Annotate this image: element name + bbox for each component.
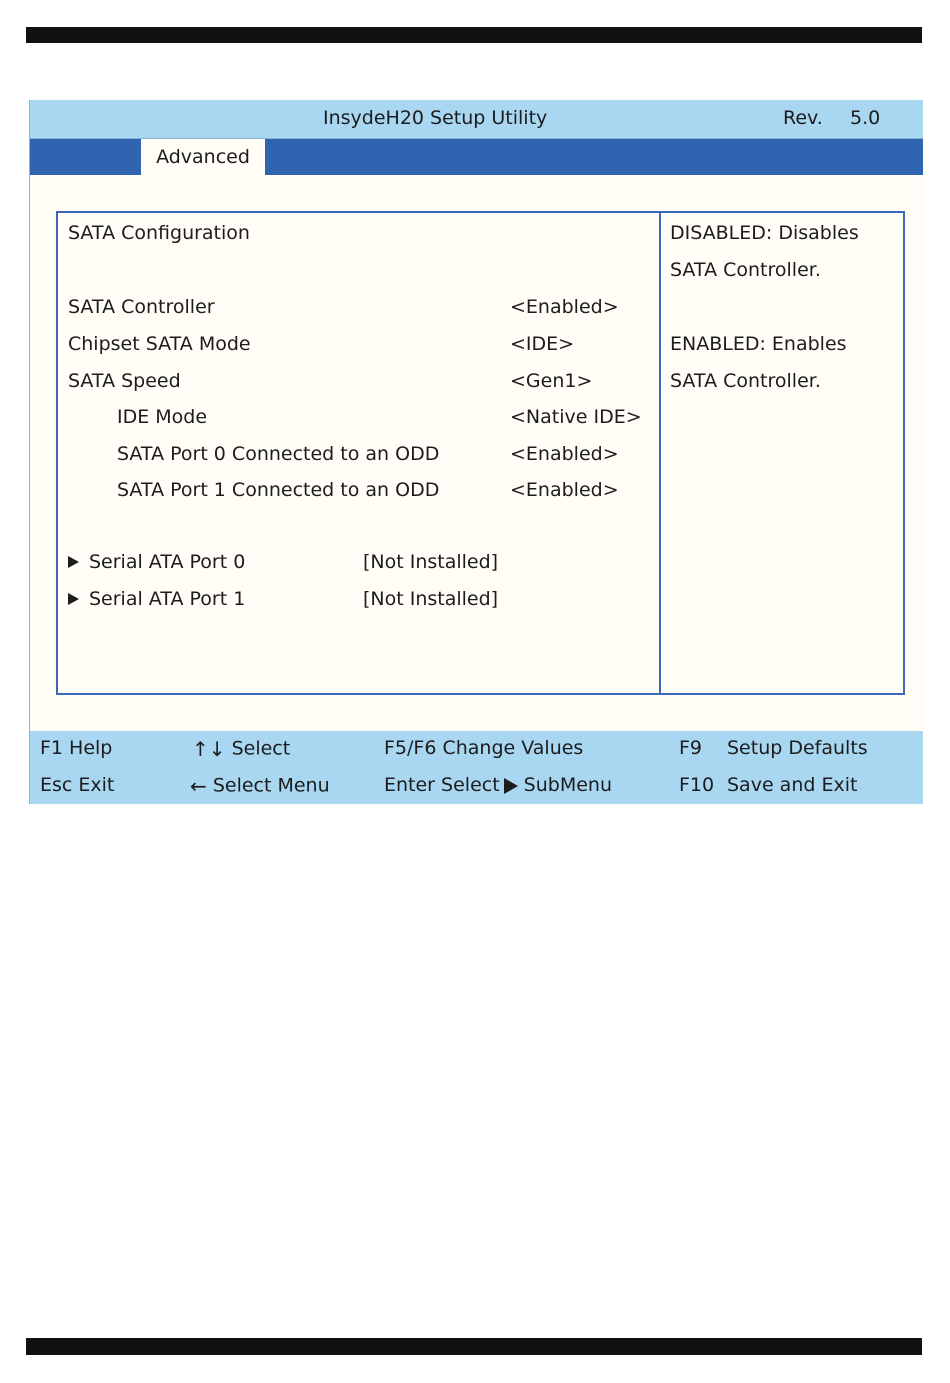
key-select xyxy=(192,737,290,761)
key-enter-submenu xyxy=(384,774,612,796)
help-text-line: SATA Controller. xyxy=(670,259,821,281)
submenu-label: Serial ATA Port 1 xyxy=(89,588,246,610)
submenu-status-port0: [Not Installed] xyxy=(363,551,499,573)
submenu-play-icon xyxy=(504,778,518,794)
setting-label-sata-controller[interactable]: SATA Controller xyxy=(68,296,215,318)
setting-label-sata-port1-odd[interactable]: SATA Port 1 Connected to an ODD xyxy=(117,479,440,501)
key-f10: F10 xyxy=(679,774,715,796)
settings-panel xyxy=(56,211,905,695)
setting-value-sata-port0-odd[interactable]: <Enabled> xyxy=(510,443,619,465)
submenu-arrow-icon xyxy=(68,593,79,605)
submenu-label: Serial ATA Port 0 xyxy=(89,551,246,573)
setting-label-sata-speed[interactable]: SATA Speed xyxy=(68,370,181,392)
key-f9: F9 xyxy=(679,737,703,759)
page-bottom-rule xyxy=(26,1338,922,1355)
key-f10-save-exit: Save and Exit xyxy=(727,774,858,796)
submenu-arrow-icon xyxy=(68,556,79,568)
setting-value-sata-speed[interactable]: <Gen1> xyxy=(510,370,593,392)
help-text-line: DISABLED: Disables xyxy=(670,222,859,244)
key-f9-setup-defaults: Setup Defaults xyxy=(727,737,868,759)
bios-setup-screen xyxy=(29,100,923,804)
tab-advanced[interactable]: Advanced xyxy=(141,139,265,175)
arrow-down-icon: ↓ xyxy=(208,737,226,761)
setting-label-chipset-sata-mode[interactable]: Chipset SATA Mode xyxy=(68,333,251,355)
setting-label-ide-mode[interactable]: IDE Mode xyxy=(117,406,208,428)
key-legend-bar xyxy=(30,731,923,804)
key-select-menu xyxy=(190,774,330,798)
key-select-label: Select xyxy=(231,737,291,760)
help-text-line: ENABLED: Enables xyxy=(670,333,847,355)
key-submenu-label: SubMenu xyxy=(523,774,612,796)
key-f1-help: F1 Help xyxy=(40,737,113,759)
arrow-up-icon: ↑ xyxy=(192,737,209,761)
setting-value-sata-controller[interactable]: <Enabled> xyxy=(510,296,619,318)
setup-title: InsydeH20 Setup Utility xyxy=(323,107,548,129)
page-top-rule xyxy=(26,27,922,43)
setting-value-ide-mode[interactable]: <Native IDE> xyxy=(510,406,642,428)
submenu-status-port1: [Not Installed] xyxy=(363,588,499,610)
section-title: SATA Configuration xyxy=(68,222,250,244)
setting-label-sata-port0-odd[interactable]: SATA Port 0 Connected to an ODD xyxy=(117,443,440,465)
arrow-left-icon: ← xyxy=(190,774,207,798)
revision-label: Rev. xyxy=(783,107,823,129)
key-esc-exit: Esc Exit xyxy=(40,774,115,796)
help-text-line: SATA Controller. xyxy=(670,370,821,392)
revision-number: 5.0 xyxy=(850,107,881,129)
help-divider xyxy=(659,213,661,693)
submenu-serial-ata-port0[interactable] xyxy=(68,551,245,573)
setting-value-sata-port1-odd[interactable]: <Enabled> xyxy=(510,479,619,501)
key-enter-select-label: Enter Select xyxy=(384,774,500,796)
title-bar xyxy=(30,100,923,139)
key-f5-f6-change: F5/F6 Change Values xyxy=(384,737,584,759)
key-select-menu-label: Select Menu xyxy=(212,774,330,797)
setting-value-chipset-sata-mode[interactable]: <IDE> xyxy=(510,333,575,355)
submenu-serial-ata-port1[interactable] xyxy=(68,588,245,610)
menu-bar xyxy=(30,139,923,175)
